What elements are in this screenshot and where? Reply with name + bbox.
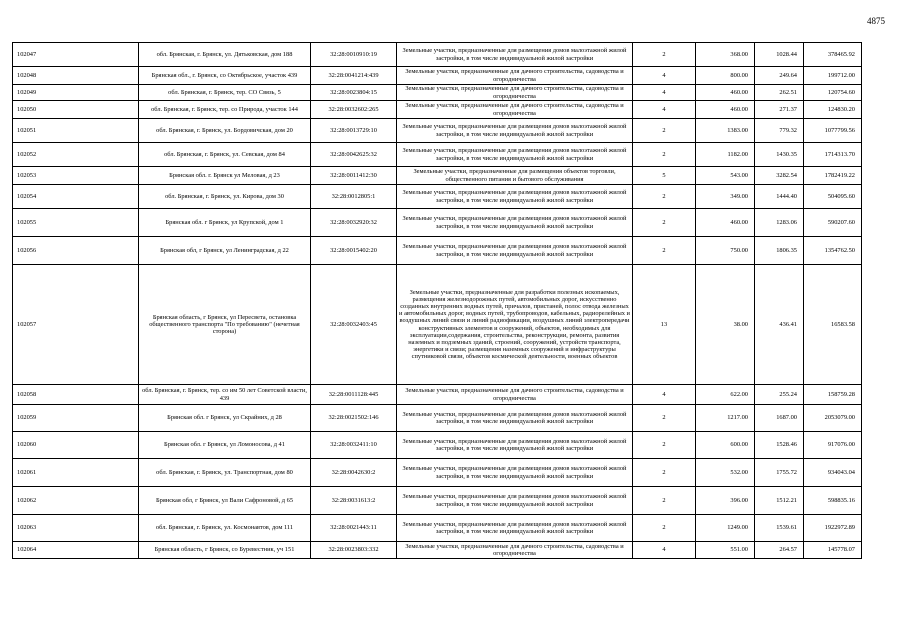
row-id: 102061 <box>13 459 139 487</box>
land-use-cell: Земельные участки, предназначенные для размещения домов малоэтажной жилой застройки, в том числе индивидуальной жилой застройки <box>397 209 633 237</box>
address-cell: обл. Брянская, г. Брянск, ул. Дятьковская, дом 188 <box>139 43 311 67</box>
unit-value-cell: 1528.46 <box>755 432 804 459</box>
category-cell: 4 <box>633 542 696 559</box>
address-cell: Брянская обл, г Брянск, ул Вали Сафроновой, д 65 <box>139 487 311 515</box>
land-use-cell: Земельные участки, предназначенные для размещения домов малоэтажной жилой застройки, в том числе индивидуальной жилой застройки <box>397 405 633 432</box>
area-cell: 551.00 <box>696 542 755 559</box>
cadastral-number-cell: 32:28:0011128:445 <box>311 385 397 405</box>
category-cell: 4 <box>633 85 696 101</box>
cadastral-number-cell: 32:28:0042630:2 <box>311 459 397 487</box>
unit-value-cell: 1283.06 <box>755 209 804 237</box>
land-use-cell: Земельные участки, предназначенные для размещения домов малоэтажной жилой застройки, в том числе индивидуальной жилой застройки <box>397 143 633 167</box>
table-row <box>13 209 862 237</box>
table-row <box>13 185 862 209</box>
area-cell: 750.00 <box>696 237 755 265</box>
unit-value-cell: 3282.54 <box>755 167 804 185</box>
row-id: 102049 <box>13 85 139 101</box>
table-row <box>13 237 862 265</box>
address-cell: обл. Брянская, г. Брянск, тер. со Природа, участок 144 <box>139 101 311 119</box>
address-cell: Брянская обл. г Брянск, ул Крупской, дом 1 <box>139 209 311 237</box>
row-id: 102050 <box>13 101 139 119</box>
table-row <box>13 405 862 432</box>
unit-value-cell: 436.41 <box>755 265 804 385</box>
category-cell: 2 <box>633 459 696 487</box>
unit-value-cell: 264.57 <box>755 542 804 559</box>
cadastral-value-cell: 158759.28 <box>804 385 862 405</box>
land-use-cell: Земельные участки, предназначенные для размещения домов малоэтажной жилой застройки, в том числе индивидуальной жилой застройки <box>397 459 633 487</box>
table-row <box>13 143 862 167</box>
address-cell: обл. Брянская, г. Брянск, ул. Севская, дом 84 <box>139 143 311 167</box>
area-cell: 38.00 <box>696 265 755 385</box>
cadastral-value-cell: 1714313.70 <box>804 143 862 167</box>
category-cell: 4 <box>633 67 696 85</box>
cadastral-value-cell: 1922972.89 <box>804 515 862 542</box>
row-id: 102064 <box>13 542 139 559</box>
table-row <box>13 43 862 67</box>
category-cell: 2 <box>633 119 696 143</box>
row-id: 102056 <box>13 237 139 265</box>
land-use-cell: Земельные участки, предназначенные для размещения домов малоэтажной жилой застройки, в том числе индивидуальной жилой застройки <box>397 432 633 459</box>
cadastral-value-cell: 145778.07 <box>804 542 862 559</box>
row-id: 102053 <box>13 167 139 185</box>
table-row <box>13 265 862 385</box>
row-id: 102055 <box>13 209 139 237</box>
land-use-cell: Земельные участки, предназначенные для дачного строительства, садоводства и огородничества <box>397 542 633 559</box>
category-cell: 2 <box>633 143 696 167</box>
area-cell: 1182.00 <box>696 143 755 167</box>
cadastral-number-cell: 32:28:0021443:11 <box>311 515 397 542</box>
cadastral-number-cell: 32:28:0032403:45 <box>311 265 397 385</box>
cadastral-number-cell: 32:28:0010910:19 <box>311 43 397 67</box>
table-row <box>13 459 862 487</box>
cadastral-number-cell: 32:28:0032602:265 <box>311 101 397 119</box>
unit-value-cell: 779.32 <box>755 119 804 143</box>
table-row <box>13 85 862 101</box>
cadastral-value-cell: 1782419.22 <box>804 167 862 185</box>
unit-value-cell: 1444.40 <box>755 185 804 209</box>
category-cell: 2 <box>633 185 696 209</box>
address-cell: Брянская область, г Брянск, ул Пересвета, остановка общественного транспорта "По требованию" (нечетная сторона) <box>139 265 311 385</box>
unit-value-cell: 1806.35 <box>755 237 804 265</box>
category-cell: 2 <box>633 209 696 237</box>
cadastral-number-cell: 32:28:0032920:32 <box>311 209 397 237</box>
category-cell: 2 <box>633 432 696 459</box>
unit-value-cell: 271.37 <box>755 101 804 119</box>
unit-value-cell: 262.51 <box>755 85 804 101</box>
land-use-cell: Земельные участки, предназначенные для размещения домов малоэтажной жилой застройки, в том числе индивидуальной жилой застройки <box>397 515 633 542</box>
area-cell: 1217.00 <box>696 405 755 432</box>
category-cell: 2 <box>633 237 696 265</box>
category-cell: 13 <box>633 265 696 385</box>
row-id: 102060 <box>13 432 139 459</box>
row-id: 102048 <box>13 67 139 85</box>
cadastral-number-cell: 32:28:0042625:32 <box>311 143 397 167</box>
unit-value-cell: 1430.35 <box>755 143 804 167</box>
area-cell: 460.00 <box>696 209 755 237</box>
cadastral-number-cell: 32:28:0041214:439 <box>311 67 397 85</box>
category-cell: 2 <box>633 487 696 515</box>
row-id: 102062 <box>13 487 139 515</box>
area-cell: 600.00 <box>696 432 755 459</box>
area-cell: 460.00 <box>696 101 755 119</box>
cadastral-value-cell: 590207.60 <box>804 209 862 237</box>
table-row <box>13 67 862 85</box>
land-use-cell: Земельные участки, предназначенные для дачного строительства, садоводства и огородничества <box>397 385 633 405</box>
cadastral-value-cell: 16583.58 <box>804 265 862 385</box>
unit-value-cell: 1028.44 <box>755 43 804 67</box>
table-row <box>13 432 862 459</box>
cadastral-number-cell: 32:28:0015402:20 <box>311 237 397 265</box>
row-id: 102047 <box>13 43 139 67</box>
row-id: 102052 <box>13 143 139 167</box>
table-row <box>13 542 862 559</box>
cadastral-number-cell: 32:28:0023803:332 <box>311 542 397 559</box>
area-cell: 800.00 <box>696 67 755 85</box>
address-cell: обл. Брянская, г. Брянск, ул. Бордовичская, дом 20 <box>139 119 311 143</box>
land-parcels-table <box>12 42 862 559</box>
cadastral-number-cell: 32:28:0013729:10 <box>311 119 397 143</box>
address-cell: обл. Брянская, г. Брянск, тер. СО Связь, 5 <box>139 85 311 101</box>
address-cell: Брянская обл. г Брянск, ул Скрайних, д 28 <box>139 405 311 432</box>
address-cell: обл. Брянская, г. Брянск, ул. Транспортная, дом 80 <box>139 459 311 487</box>
row-id: 102051 <box>13 119 139 143</box>
cadastral-value-cell: 1077799.56 <box>804 119 862 143</box>
cadastral-value-cell: 120754.60 <box>804 85 862 101</box>
cadastral-number-cell: 32:28:0023804:15 <box>311 85 397 101</box>
address-cell: Брянская обл. г Брянск, ул Ломоносова, д 41 <box>139 432 311 459</box>
address-cell: обл. Брянская, г. Брянск, ул. Кирова, дом 30 <box>139 185 311 209</box>
row-id: 102063 <box>13 515 139 542</box>
cadastral-value-cell: 934043.04 <box>804 459 862 487</box>
area-cell: 368.00 <box>696 43 755 67</box>
address-cell: Брянская обл, г Брянск, ул Ленинградская, д 22 <box>139 237 311 265</box>
unit-value-cell: 1687.00 <box>755 405 804 432</box>
cadastral-number-cell: 32:28:0032411:10 <box>311 432 397 459</box>
land-use-cell: Земельные участки, предназначенные для разработки полезных ископаемых, размещения железнодорожных путей, автомобильных дорог, искусственно созданных внутренних водных путей, причалов, пристаней, полос отвода железных и автомобильных дорог, водных путей, трубопроводов, кабельных, радиорелейных и воздушных линий связи и линий радиофикации, воздушных линий электропередачи конструктивных элементов и сооружений, объектов, необходимых для эксплуатации,содержания, строительства, реконструкции, ремонта, развития наземных и подземных зданий, строений, сооружений, устройств транспорта, энергетики и связи; размещения наземных сооружений и инфраструктуры спутниковой связи, объектов космической деятельности, военных объектов <box>397 265 633 385</box>
area-cell: 349.00 <box>696 185 755 209</box>
category-cell: 2 <box>633 405 696 432</box>
land-use-cell: Земельные участки, предназначенные для размещения домов малоэтажной жилой застройки, в том числе индивидуальной жилой застройки <box>397 43 633 67</box>
area-cell: 1249.00 <box>696 515 755 542</box>
unit-value-cell: 1512.21 <box>755 487 804 515</box>
area-cell: 1383.00 <box>696 119 755 143</box>
cadastral-value-cell: 504095.60 <box>804 185 862 209</box>
land-use-cell: Земельные участки, предназначенные для размещения объектов торговли, общественного питания и бытового обслуживания <box>397 167 633 185</box>
category-cell: 5 <box>633 167 696 185</box>
cadastral-number-cell: 32:28:0021502:146 <box>311 405 397 432</box>
cadastral-value-cell: 378465.92 <box>804 43 862 67</box>
page-number: 4875 <box>867 16 885 26</box>
table-row <box>13 167 862 185</box>
area-cell: 460.00 <box>696 85 755 101</box>
land-use-cell: Земельные участки, предназначенные для дачного строительства, садоводства и огородничества <box>397 101 633 119</box>
row-id: 102058 <box>13 385 139 405</box>
row-id: 102059 <box>13 405 139 432</box>
land-use-cell: Земельные участки, предназначенные для дачного строительства, садоводства и огородничества <box>397 85 633 101</box>
land-use-cell: Земельные участки, предназначенные для дачного строительства, садоводства и огородничества <box>397 67 633 85</box>
table-row <box>13 487 862 515</box>
row-id: 102057 <box>13 265 139 385</box>
category-cell: 4 <box>633 101 696 119</box>
category-cell: 2 <box>633 43 696 67</box>
unit-value-cell: 249.64 <box>755 67 804 85</box>
table-row <box>13 119 862 143</box>
cadastral-value-cell: 598835.16 <box>804 487 862 515</box>
unit-value-cell: 1755.72 <box>755 459 804 487</box>
cadastral-value-cell: 2053079.00 <box>804 405 862 432</box>
address-cell: обл. Брянская, г. Брянск, тер. со им 50 лет Советской власти, 439 <box>139 385 311 405</box>
address-cell: обл. Брянская, г. Брянск, ул. Космонавтов, дом 111 <box>139 515 311 542</box>
table-row <box>13 101 862 119</box>
table-row <box>13 385 862 405</box>
area-cell: 622.00 <box>696 385 755 405</box>
address-cell: Брянская обл., г. Брянск, со Октябрьское, участок 439 <box>139 67 311 85</box>
address-cell: Брянская обл. г. Брянск ул Меловая, д 23 <box>139 167 311 185</box>
land-use-cell: Земельные участки, предназначенные для размещения домов малоэтажной жилой застройки, в том числе индивидуальной жилой застройки <box>397 185 633 209</box>
cadastral-value-cell: 1354762.50 <box>804 237 862 265</box>
unit-value-cell: 255.24 <box>755 385 804 405</box>
cadastral-value-cell: 917076.00 <box>804 432 862 459</box>
land-use-cell: Земельные участки, предназначенные для размещения домов малоэтажной жилой застройки, в том числе индивидуальной жилой застройки <box>397 119 633 143</box>
cadastral-number-cell: 32:28:0031613:2 <box>311 487 397 515</box>
area-cell: 532.00 <box>696 459 755 487</box>
cadastral-number-cell: 32:28:0011412:30 <box>311 167 397 185</box>
address-cell: Брянская область, г Брянск, со Буревестник, уч 151 <box>139 542 311 559</box>
table-row <box>13 515 862 542</box>
land-use-cell: Земельные участки, предназначенные для размещения домов малоэтажной жилой застройки, в том числе индивидуальной жилой застройки <box>397 237 633 265</box>
cadastral-value-cell: 199712.00 <box>804 67 862 85</box>
cadastral-value-cell: 124830.20 <box>804 101 862 119</box>
category-cell: 2 <box>633 515 696 542</box>
cadastral-number-cell: 32:28:0012805:1 <box>311 185 397 209</box>
area-cell: 396.00 <box>696 487 755 515</box>
category-cell: 4 <box>633 385 696 405</box>
area-cell: 543.00 <box>696 167 755 185</box>
row-id: 102054 <box>13 185 139 209</box>
unit-value-cell: 1539.61 <box>755 515 804 542</box>
land-use-cell: Земельные участки, предназначенные для размещения домов малоэтажной жилой застройки, в том числе индивидуальной жилой застройки <box>397 487 633 515</box>
